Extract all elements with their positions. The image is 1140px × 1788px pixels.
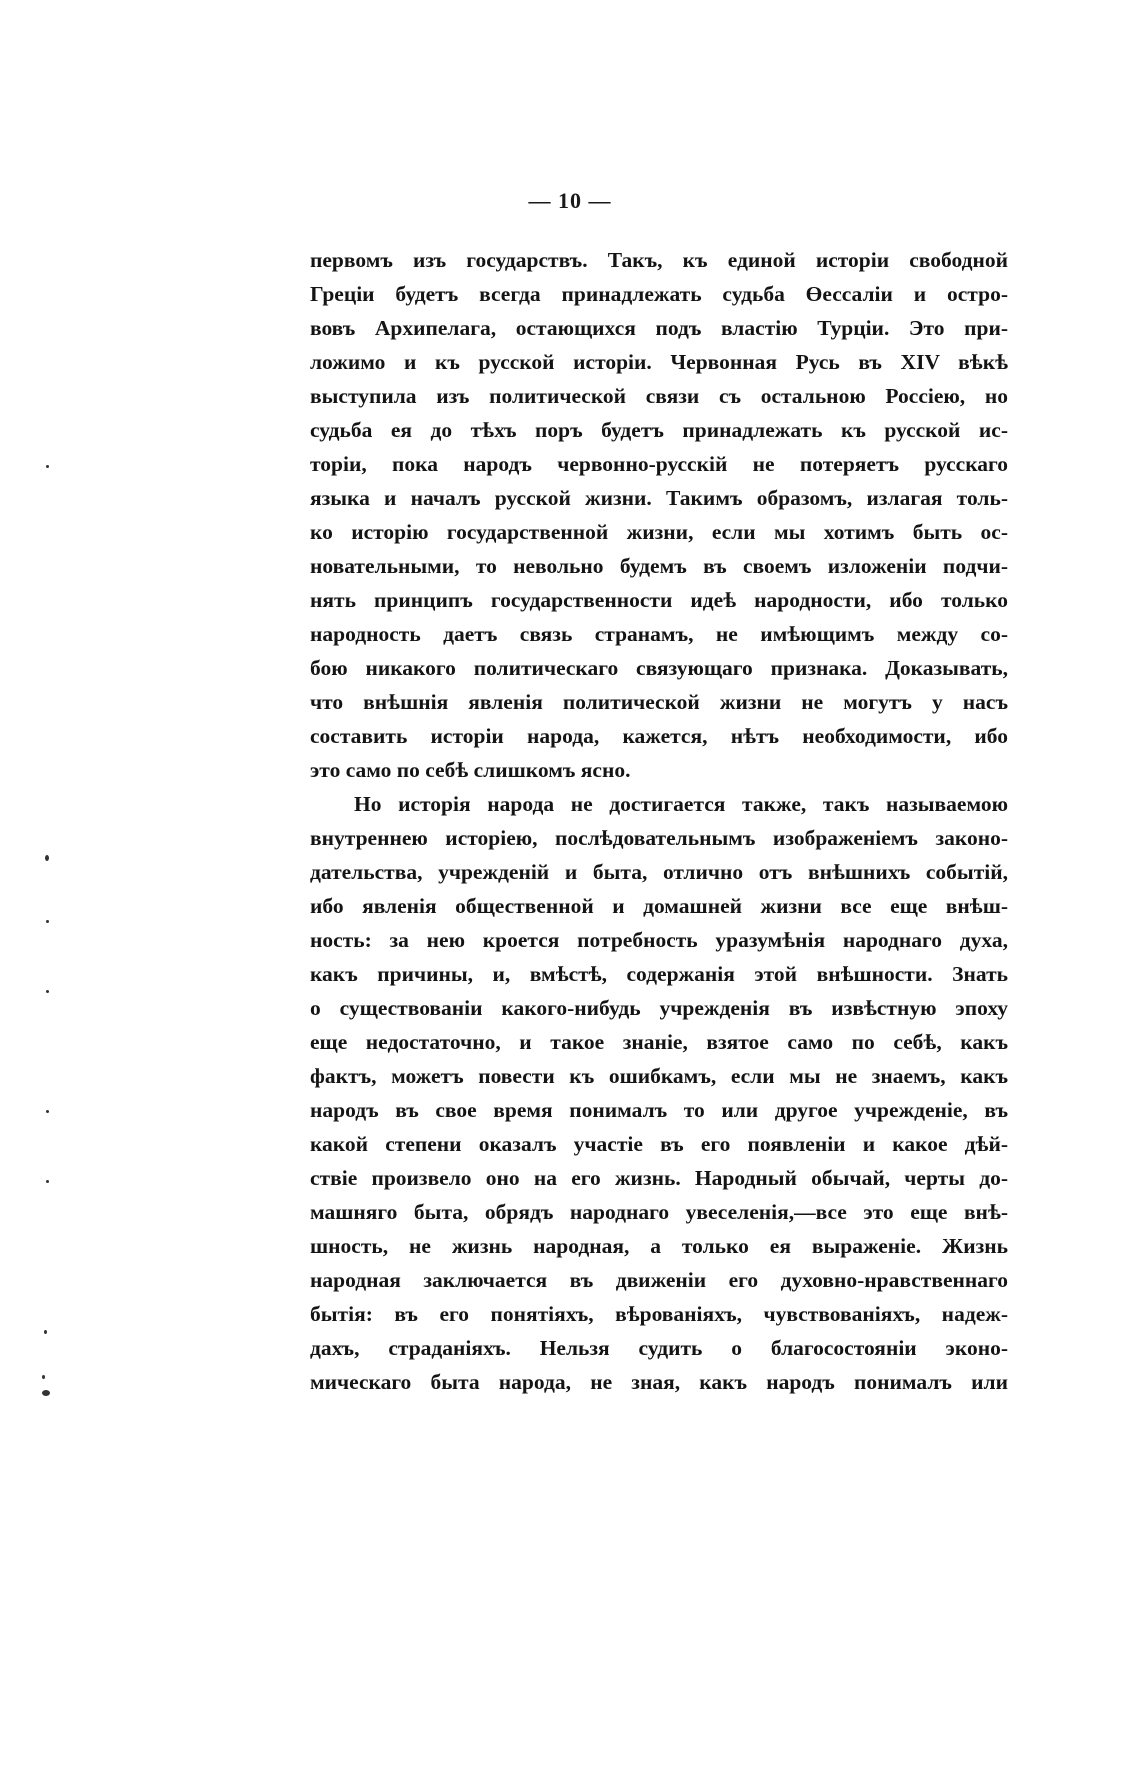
text-line: ствіе произвело оно на его жизнь. Народный обычай, черты до- [310, 1166, 1008, 1190]
text-line: ность: за нею кроется потребность уразумѣнія народнаго духа, [310, 928, 1008, 952]
text-line: какъ причины, и, вмѣстѣ, содержанія этой внѣшности. Знать [310, 962, 1008, 986]
text-line: нять принципъ государственности идеѣ народности, ибо только [310, 588, 1008, 612]
scan-speck [46, 990, 49, 993]
text-line: мическаго быта народа, не зная, какъ народъ понималъ или [310, 1370, 1008, 1394]
text-line: языка и началъ русской жизни. Такимъ образомъ, излагая толь- [310, 486, 1008, 510]
text-line: дахъ, страданіяхъ. Нельзя судить о благосостояніи эконо- [310, 1336, 1008, 1360]
text-line: это само по себѣ слишкомъ ясно. [310, 758, 631, 782]
text-line: ложимо и къ русской исторіи. Червонная Русь въ XIV вѣкѣ [310, 350, 1008, 374]
body-text [310, 243, 1008, 1399]
text-line: народность даетъ связь странамъ, не имѣющимъ между со- [310, 622, 1008, 646]
text-line: шность, не жизнь народная, а только ея выраженіе. Жизнь [310, 1234, 1008, 1258]
scan-speck [44, 1330, 47, 1334]
paragraph-1 [310, 243, 1008, 787]
text-line: что внѣшнія явленія политической жизни не могутъ у насъ [310, 690, 1008, 714]
text-line: Но исторія народа не достигается также, такъ называемою [354, 792, 1008, 816]
paragraph-2 [310, 787, 1008, 1399]
scan-speck [42, 1390, 50, 1396]
text-line: дательства, учрежденій и быта, отлично отъ внѣшнихъ событій, [310, 860, 1008, 884]
text-line: внутреннею исторіею, послѣдовательнымъ изображеніемъ законо- [310, 826, 1008, 850]
text-line: бою никакого политическаго связующаго признака. Доказывать, [310, 656, 1008, 680]
text-line: о существованіи какого-нибудь учрежденія въ извѣстную эпоху [310, 996, 1008, 1020]
text-line: первомъ изъ государствъ. Такъ, къ единой исторіи свободной [310, 248, 1008, 272]
text-line: какой степени оказалъ участіе въ его появленіи и какое дѣй- [310, 1132, 1008, 1156]
scan-speck [45, 855, 49, 861]
text-line: вовъ Архипелага, остающихся подъ властію Турціи. Это при- [310, 316, 1008, 340]
page-number: — 10 — [528, 188, 612, 213]
text-line: фактъ, можетъ повести къ ошибкамъ, если мы не знаемъ, какъ [310, 1064, 1008, 1088]
text-line: ибо явленія общественной и домашней жизни все еще внѣш- [310, 894, 1008, 918]
text-line: ко исторію государственной жизни, если мы хотимъ быть ос- [310, 520, 1008, 544]
scan-speck [46, 1110, 49, 1113]
text-line: торіи, пока народъ червонно-русскій не потеряетъ русскаго [310, 452, 1008, 476]
text-line: составить исторіи народа, кажется, нѣтъ необходимости, ибо [310, 724, 1008, 748]
text-line: судьба ея до тѣхъ поръ будетъ принадлежать къ русской ис- [310, 418, 1008, 442]
text-line: Греціи будетъ всегда принадлежать судьба Өессаліи и остро- [310, 282, 1008, 306]
text-line: бытія: въ его понятіяхъ, вѣрованіяхъ, чувствованіяхъ, надеж- [310, 1302, 1008, 1326]
text-line: новательными, то невольно будемъ въ своемъ изложеніи подчи- [310, 554, 1008, 578]
scan-speck [46, 1180, 49, 1183]
scan-speck [46, 920, 49, 923]
text-line: машняго быта, обрядъ народнаго увеселенія,—все это еще внѣ- [310, 1200, 1008, 1224]
text-line: еще недостаточно, и такое знаніе, взятое само по себѣ, какъ [310, 1030, 1008, 1054]
text-line: выступила изъ политической связи съ остальною Россіею, но [310, 384, 1008, 408]
scan-speck [42, 1375, 45, 1379]
text-line: народная заключается въ движеніи его духовно-нравственнаго [310, 1268, 1008, 1292]
scan-speck [46, 465, 49, 468]
text-line: народъ въ свое время понималъ то или другое учрежденіе, въ [310, 1098, 1008, 1122]
